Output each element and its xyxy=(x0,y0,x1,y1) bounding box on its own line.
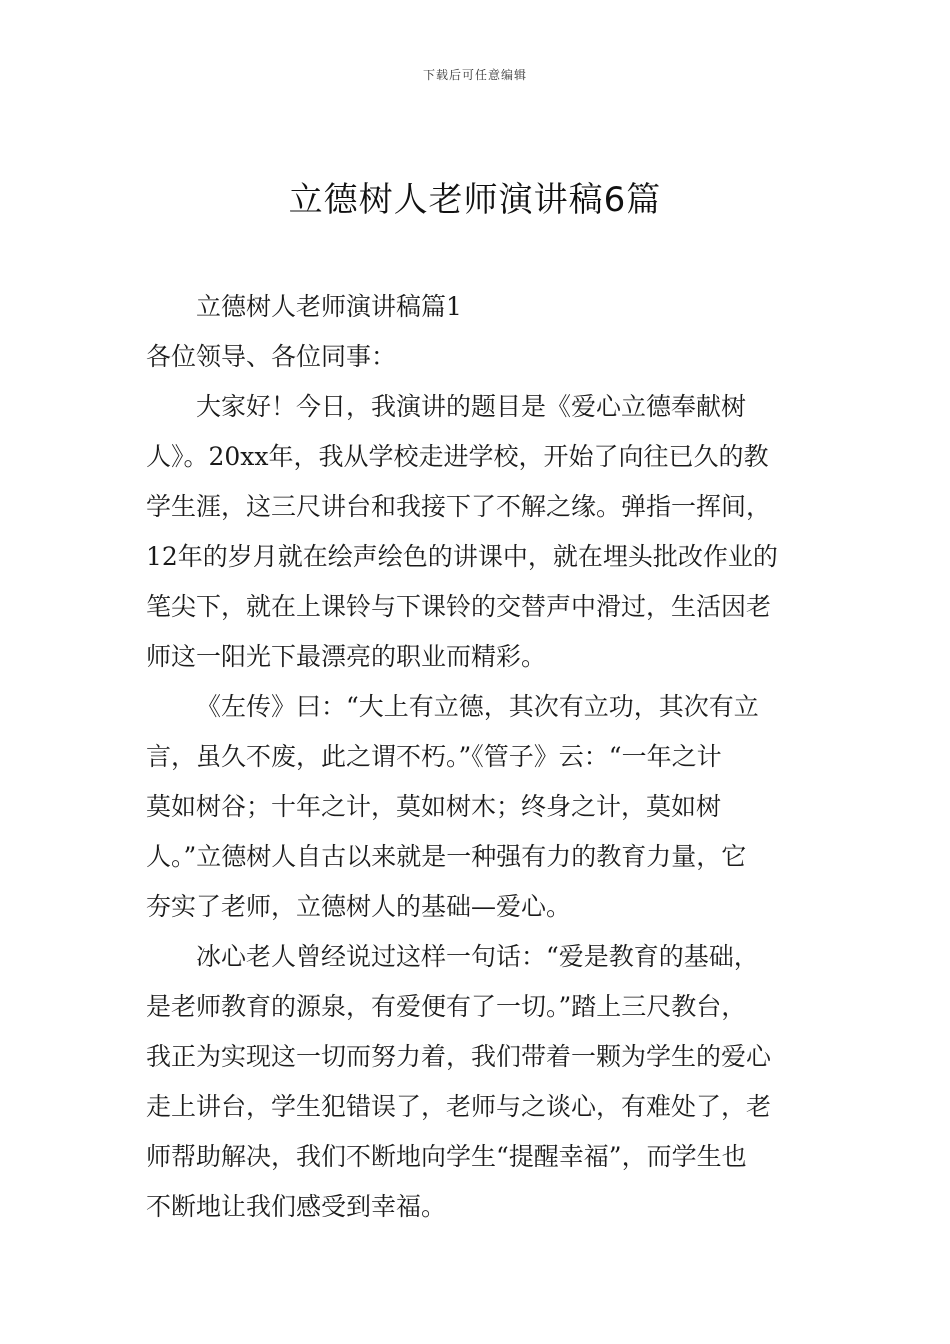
paragraph-line: 言，虽久不废，此之谓不朽。”《管子》云：“一年之计 xyxy=(146,742,722,771)
document-title: 立德树人老师演讲稿6篇 xyxy=(288,180,662,220)
paragraph-line: 是老师教育的源泉，有爱便有了一切。”踏上三尺教台， xyxy=(146,992,747,1021)
paragraph-line: 师这一阳光下最漂亮的职业而精彩。 xyxy=(146,642,547,671)
paragraph-line: 大家好！今日，我演讲的题目是《爱心立德奉献树 xyxy=(196,392,747,421)
document-body xyxy=(146,282,814,1232)
salutation: 各位领导、各位同事： xyxy=(146,342,397,371)
paragraph-line: 我正为实现这一切而努力着，我们带着一颗为学生的爱心 xyxy=(146,1042,772,1071)
paragraph-line: 夯实了老师，立德树人的基础—爱心。 xyxy=(146,892,572,921)
paragraph-line: 冰心老人曾经说过这样一句话：“爱是教育的基础， xyxy=(196,942,759,971)
page-header: 下载后可任意编辑 xyxy=(422,68,527,82)
paragraph-line: 不断地让我们感受到幸福。 xyxy=(146,1192,447,1221)
section-heading: 立德树人老师演讲稿篇1 xyxy=(196,292,462,321)
paragraph-line: 师帮助解决，我们不断地向学生“提醒幸福”，而学生也 xyxy=(146,1142,747,1171)
paragraph-line: 《左传》曰：“大上有立德，其次有立功，其次有立 xyxy=(196,692,759,721)
paragraph-line: 走上讲台，学生犯错误了，老师与之谈心，有难处了，老 xyxy=(146,1092,772,1121)
paragraph-line: 学生涯，这三尺讲台和我接下了不解之缘。弹指一挥间， xyxy=(146,492,772,521)
paragraph-line: 莫如树谷；十年之计，莫如树木；终身之计，莫如树 xyxy=(146,792,722,821)
paragraph-line: 人》。20xx年，我从学校走进学校，开始了向往已久的教 xyxy=(146,442,769,471)
paragraph-line: 人。”立德树人自古以来就是一种强有力的教育力量，它 xyxy=(146,842,747,871)
paragraph-line: 笔尖下，就在上课铃与下课铃的交替声中滑过，生活因老 xyxy=(146,592,772,621)
paragraph-line: 12年的岁月就在绘声绘色的讲课中，就在埋头批改作业的 xyxy=(146,542,778,571)
